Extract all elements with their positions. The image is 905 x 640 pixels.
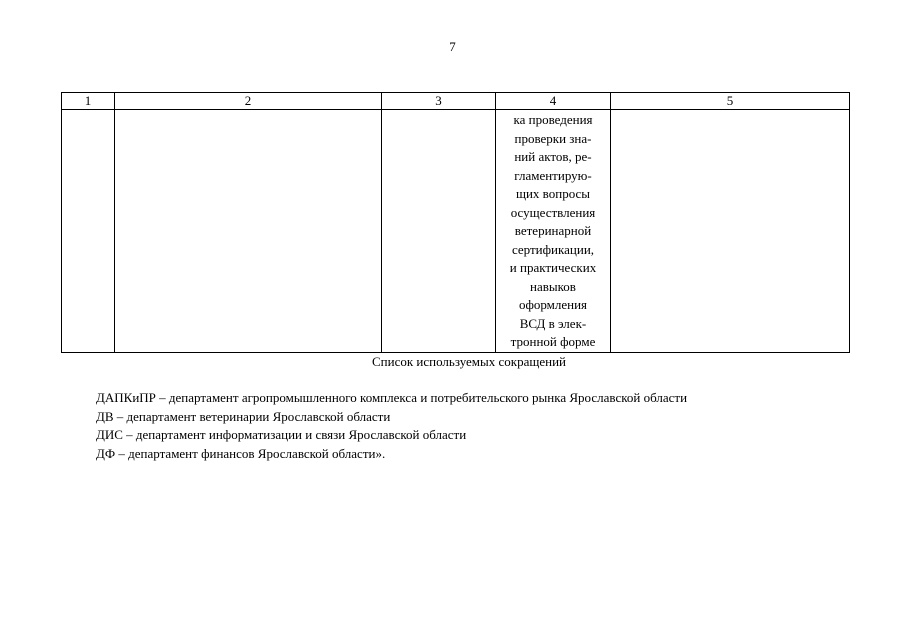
table-header-row <box>62 93 850 110</box>
cell-text-line: оформления <box>518 297 588 312</box>
table-row <box>62 110 850 353</box>
table-cell-col5 <box>611 110 850 353</box>
cell-text-line: навыков <box>530 278 576 294</box>
cell-text-line: ВСД в элек- <box>519 315 587 331</box>
table-header-cell-3: 3 <box>382 93 496 110</box>
table-cell-col4-text <box>496 110 610 352</box>
cell-text-line: гламентирую- <box>514 167 592 183</box>
table-header-cell-1: 1 <box>62 93 115 110</box>
abbreviation-item: ДИС – департамент информатизации и связи Ярославской области <box>96 427 467 442</box>
table-header-cell-5: 5 <box>611 93 850 110</box>
table-cell-col3 <box>382 110 496 353</box>
page-number: 7 <box>449 39 456 54</box>
table-header-cell-4: 4 <box>496 93 611 110</box>
cell-text-line: тронной форме <box>510 334 596 349</box>
table-cell-col2 <box>115 110 382 353</box>
cell-text-line: ний актов, ре- <box>514 149 592 164</box>
abbreviation-item: ДВ – департамент ветеринарии Ярославской области <box>96 408 391 424</box>
table-cell-col4 <box>496 110 611 353</box>
table-header-cell-2: 2 <box>115 93 382 110</box>
table-cell-col1 <box>62 110 115 353</box>
abbreviations-list <box>96 389 876 463</box>
document-table <box>61 92 850 353</box>
cell-text-line: ветеринарной <box>514 223 592 238</box>
cell-text-line: осуществления <box>510 204 596 220</box>
cell-text-line: и практических <box>509 260 597 275</box>
cell-text-line: проверки зна- <box>514 130 592 146</box>
abbreviation-item: ДАПКиПР – департамент агропромышленного комплекса и потребительского рынка Ярославской области <box>96 390 688 405</box>
cell-text-line: ка проведения <box>513 112 593 127</box>
cell-text-line: сертификации, <box>511 241 595 257</box>
abbreviation-item: ДФ – департамент финансов Ярославской области». <box>96 445 386 461</box>
abbreviations-title: Список используемых сокращений <box>371 354 567 369</box>
cell-text-line: щих вопросы <box>515 186 591 201</box>
